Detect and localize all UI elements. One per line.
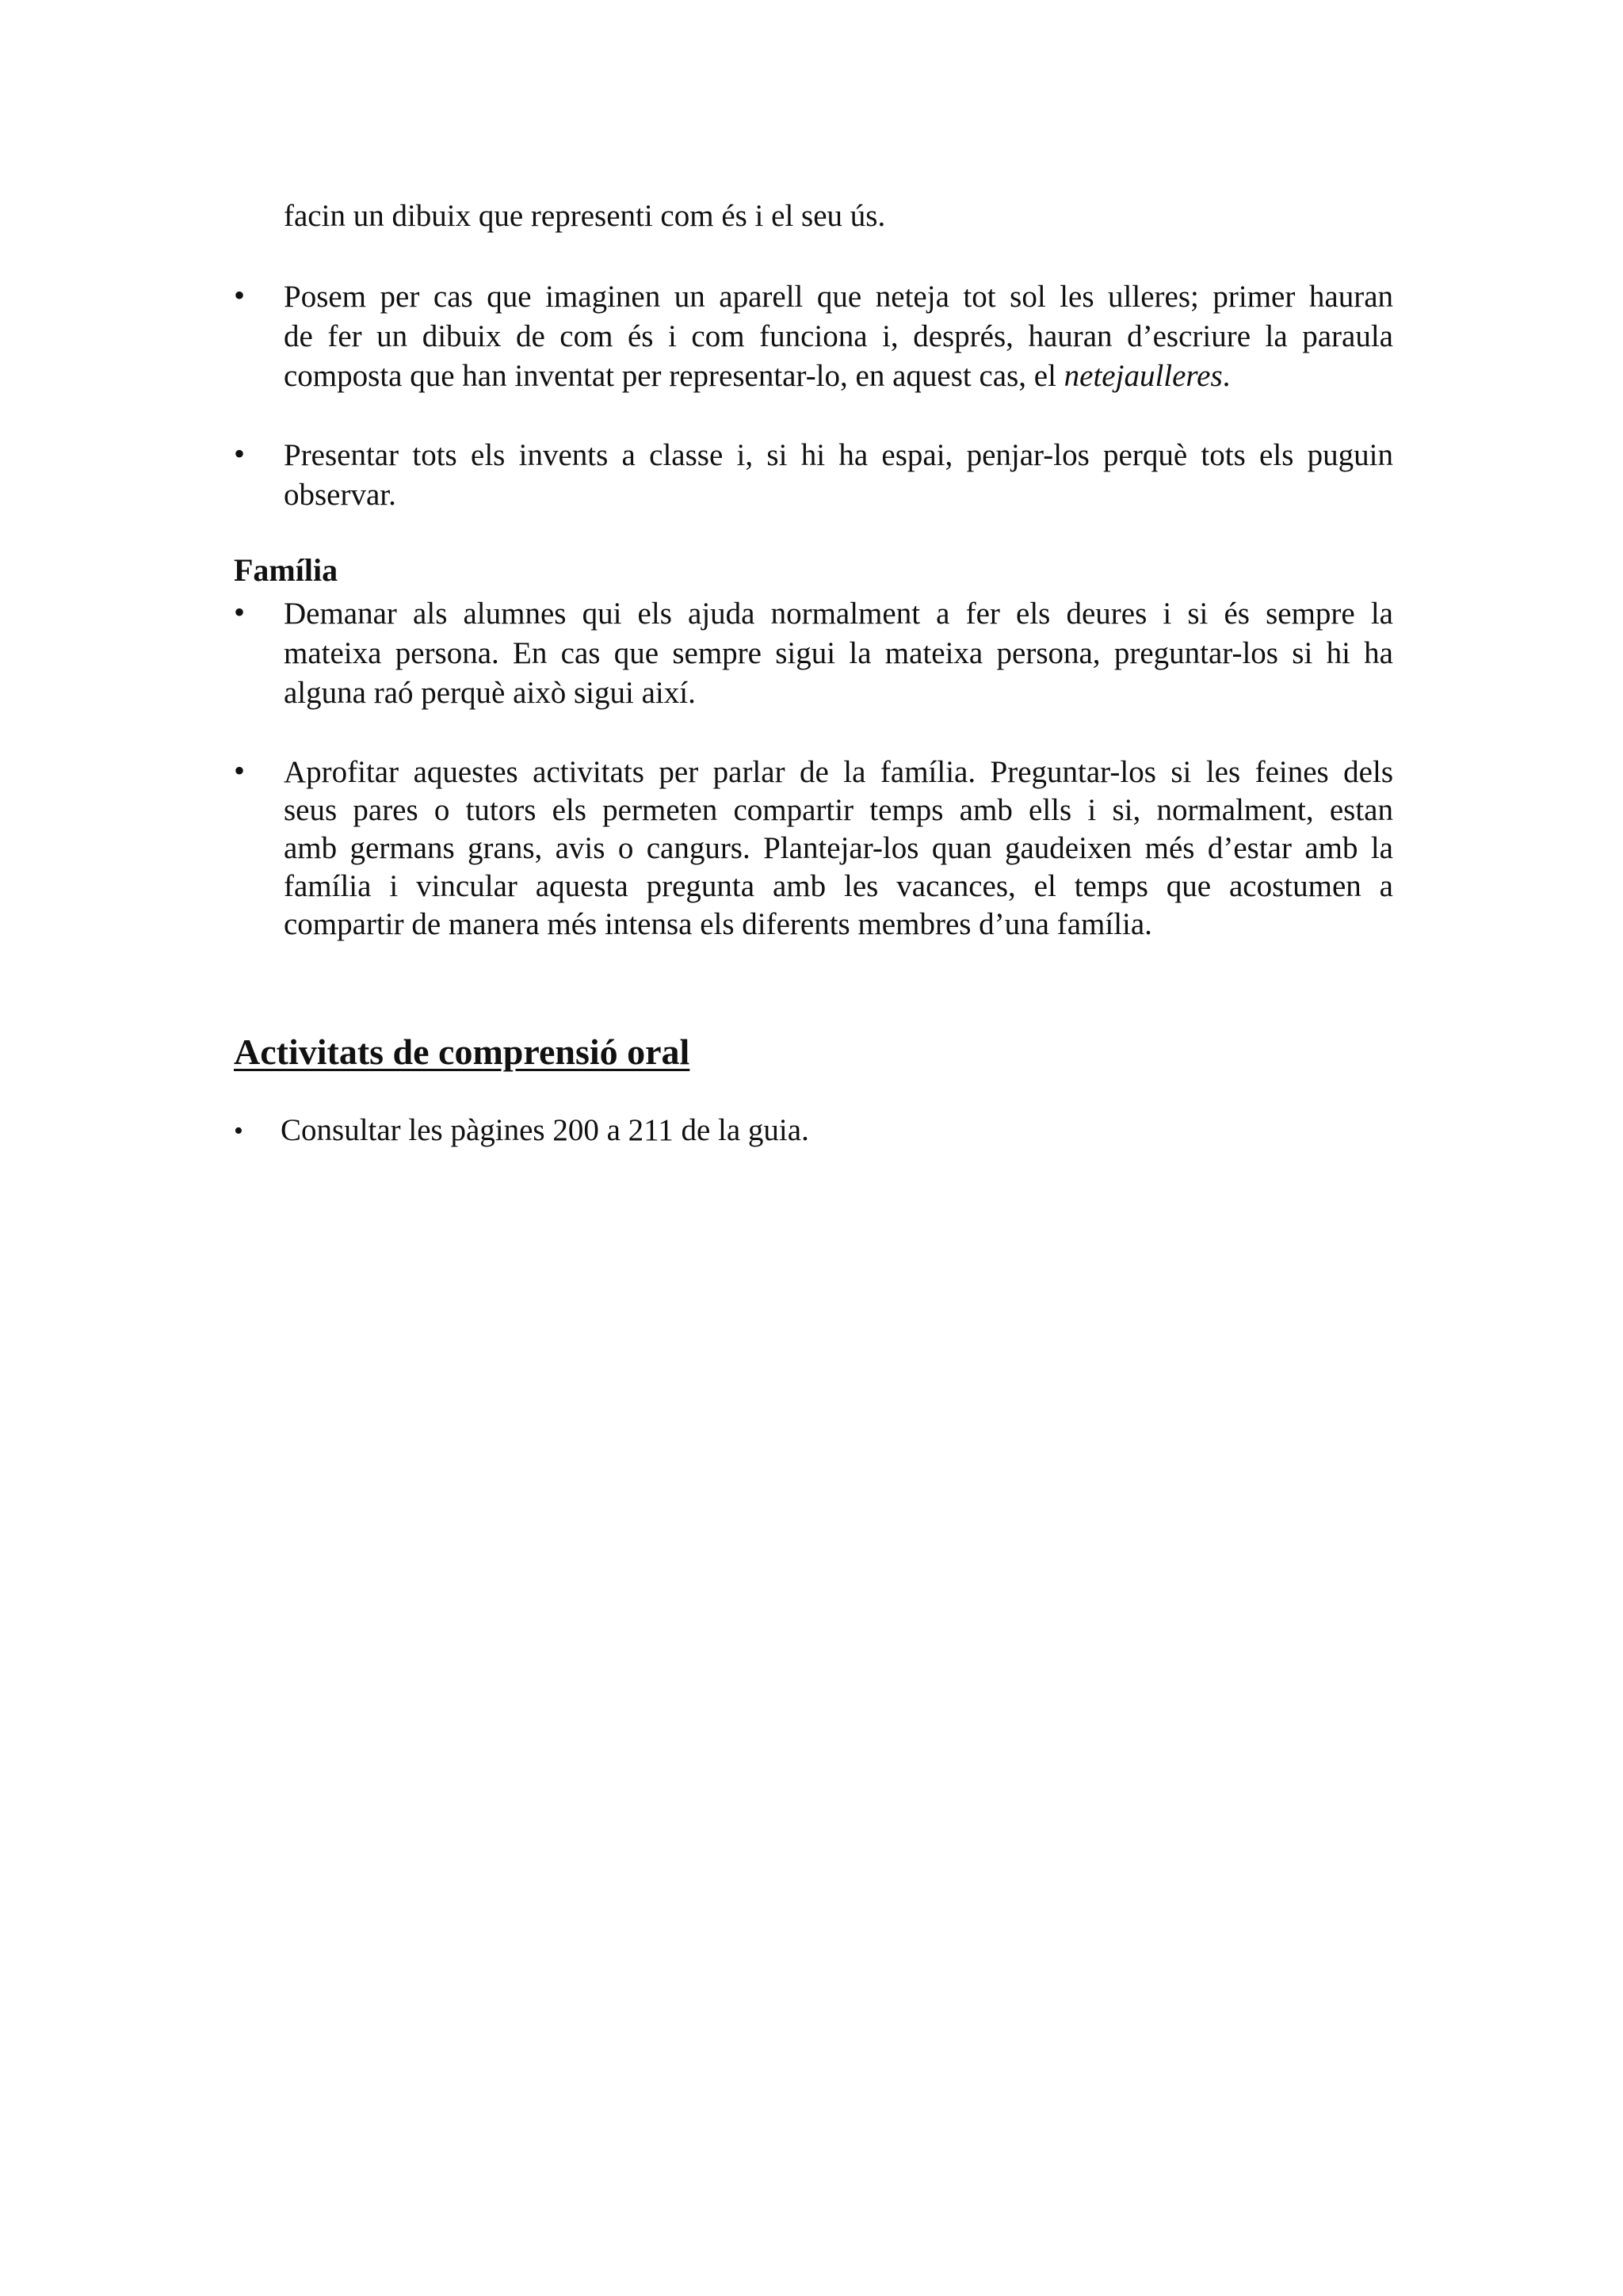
paragraph-line: Presentar tots els invents a classe i, si hi ha espai, penjar-los perquè tots els puguin <box>284 438 1393 472</box>
paragraph-line: compartir de manera més intensa els diferents membres d’una família. <box>284 907 1152 941</box>
continuation-line: facin un dibuix que representi com és i el seu ús. <box>284 199 886 233</box>
paragraph-line: Consultar les pàgines 200 a 211 de la guia. <box>281 1113 809 1147</box>
paragraph-line: seus pares o tutors els permeten compartir temps amb ells i si, normalment, estan <box>284 793 1393 827</box>
paragraph-text: composta que han inventat per representar-lo, en aquest cas, el <box>284 359 1064 393</box>
paragraph-punctuation: . <box>1222 359 1231 393</box>
paragraph-line: de fer un dibuix de com és i com funciona i, després, hauran d’escriure la paraula <box>284 319 1393 353</box>
italic-term: netejaulleres <box>1064 359 1223 393</box>
paragraph-line: amb germans grans, avis o cangurs. Plantejar-los quan gaudeixen més d’estar amb la <box>284 831 1393 865</box>
paragraph-line <box>284 357 1230 396</box>
paragraph-line: Posem per cas que imaginen un aparell que neteja tot sol les ulleres; primer hauran <box>284 280 1393 314</box>
paragraph-line: Aprofitar aquestes activitats per parlar de la família. Preguntar-los si les feines dels <box>284 755 1393 789</box>
section-heading-comprensio: Activitats de comprensió oral <box>234 1032 690 1072</box>
bullet-marker: • <box>234 753 246 788</box>
bullet-marker: • <box>234 277 246 313</box>
paragraph-line: mateixa persona. En cas que sempre sigui la mateixa persona, preguntar-los si hi ha <box>284 636 1393 670</box>
bullet-marker: • <box>234 436 246 471</box>
paragraph-line: Demanar als alumnes qui els ajuda normalment a fer els deures i si és sempre la <box>284 597 1393 631</box>
bullet-marker: • <box>234 594 246 630</box>
paragraph-line: observar. <box>284 478 396 512</box>
familia-heading: Família <box>234 552 338 588</box>
paragraph-line: família i vincular aquesta pregunta amb les vacances, el temps que acostumen a <box>284 869 1393 903</box>
bullet-marker: • <box>234 1116 243 1146</box>
paragraph-line: alguna raó perquè això sigui així. <box>284 676 696 710</box>
